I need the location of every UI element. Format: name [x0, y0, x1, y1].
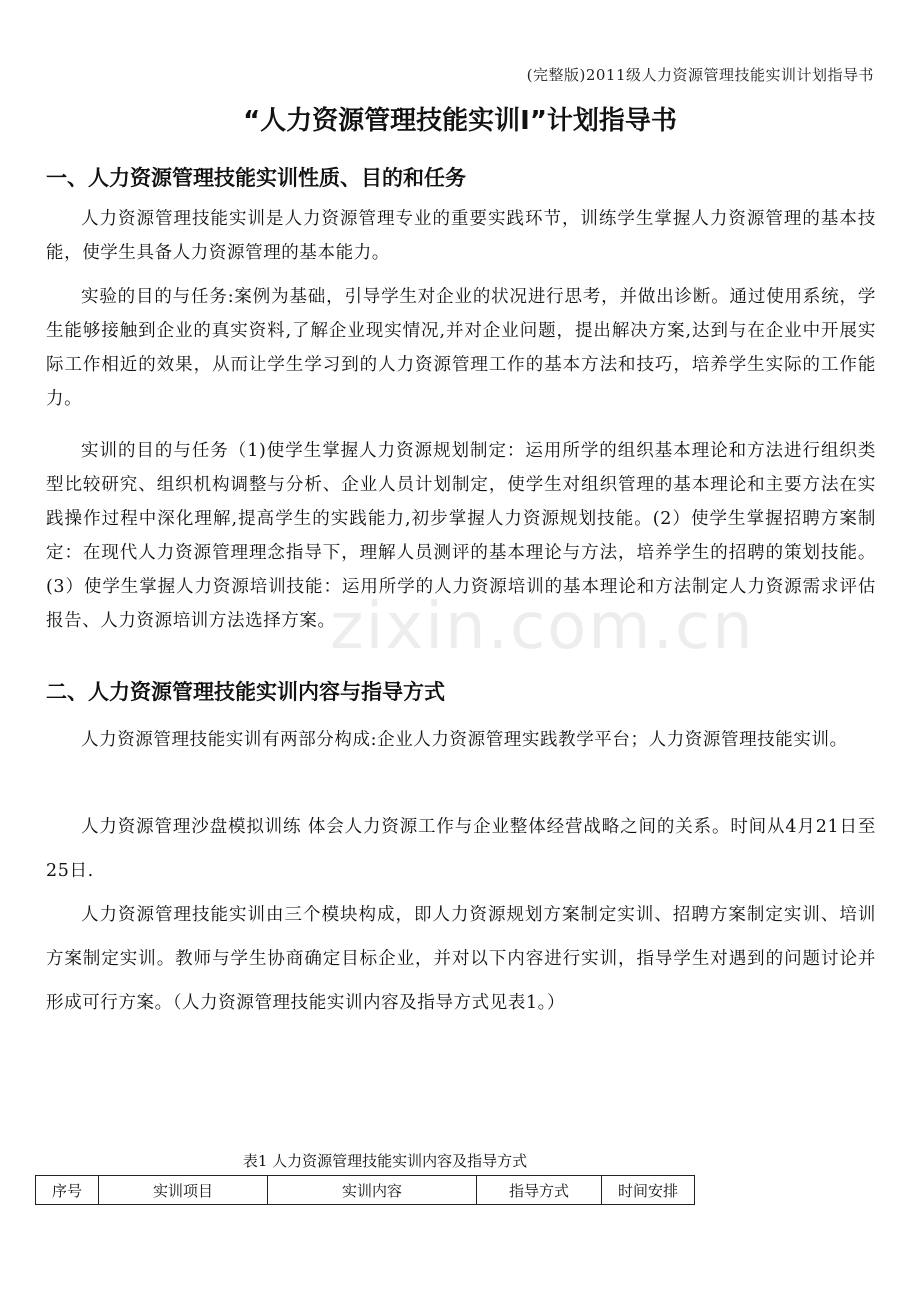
section-2-paragraph-2: 人力资源管理沙盘模拟训练 体会人力资源工作与企业整体经营战略之间的关系。时间从4月21日至25日. [46, 817, 876, 881]
watermark: zixin.com.cn [330, 590, 755, 664]
section-2-heading: 二、人力资源管理技能实训内容与指导方式 [46, 680, 445, 704]
section-1-paragraph-1: 人力资源管理技能实训是人力资源管理专业的重要实践环节，训练学生掌握人力资源管理的基本技能，使学生具备人力资源管理的基本能力。 [46, 209, 876, 263]
table-header-row [36, 1176, 695, 1205]
header-cell-schedule: 时间安排 [602, 1176, 695, 1205]
header-cell-index: 序号 [36, 1176, 99, 1205]
section-2-paragraph-3: 人力资源管理技能实训由三个模块构成，即人力资源规划方案制定实训、招聘方案制定实训、培训方案制定实训。教师与学生协商确定目标企业，并对以下内容进行实训，指导学生对遇到的问题讨论并形成可行方案。（人力资源管理技能实训内容及指导方式见表1。） [46, 905, 876, 1013]
section-1-paragraph-3: 实训的目的与任务（1)使学生掌握人力资源规划制定：运用所学的组织基本理论和方法进行组织类型比较研究、组织机构调整与分析、企业人员计划制定，使学生对组织管理的基本理论和主要方法在实践操作过程中深化理解,提高学生的实践能力,初步掌握人力资源规划技能。(2）使学生掌握招聘方案制定：在现代人力资源管理理念指导下，理解人员测评的基本理论与方法，培养学生的招聘的策划技能。(3）使学生掌握人力资源培训技能：运用所学的人力资源培训的基本理论和方法制定人力资源需求评估报告、人力资源培训方法选择方案。 [46, 441, 876, 631]
section-2-paragraph-1: 人力资源管理技能实训有两部分构成:企业人力资源管理实践教学平台；人力资源管理技能实训。 [81, 730, 848, 750]
section-1-paragraph-2: 实验的目的与任务:案例为基础，引导学生对企业的状况进行思考，并做出诊断。通过使用系统，学生能够接触到企业的真实资料,了解企业现实情况,并对企业问题，提出解决方案,达到与在企业中开展实际工作相近的效果，从而让学生学习到的人力资源管理工作的基本方法和技巧，培养学生实际的工作能力。 [46, 287, 876, 409]
header-note: (完整版)2011级人力资源管理技能实训计划指导书 [526, 66, 874, 84]
section-1-heading: 一、人力资源管理技能实训性质、目的和任务 [46, 166, 466, 190]
header-cell-project: 实训项目 [99, 1176, 268, 1205]
table-caption: 表1 人力资源管理技能实训内容及指导方式 [242, 1152, 528, 1170]
training-plan-table [35, 1175, 695, 1205]
document-title: “人力资源管理技能实训Ⅰ”计划指导书 [243, 106, 677, 136]
header-cell-content: 实训内容 [268, 1176, 477, 1205]
header-cell-method: 指导方式 [477, 1176, 602, 1205]
